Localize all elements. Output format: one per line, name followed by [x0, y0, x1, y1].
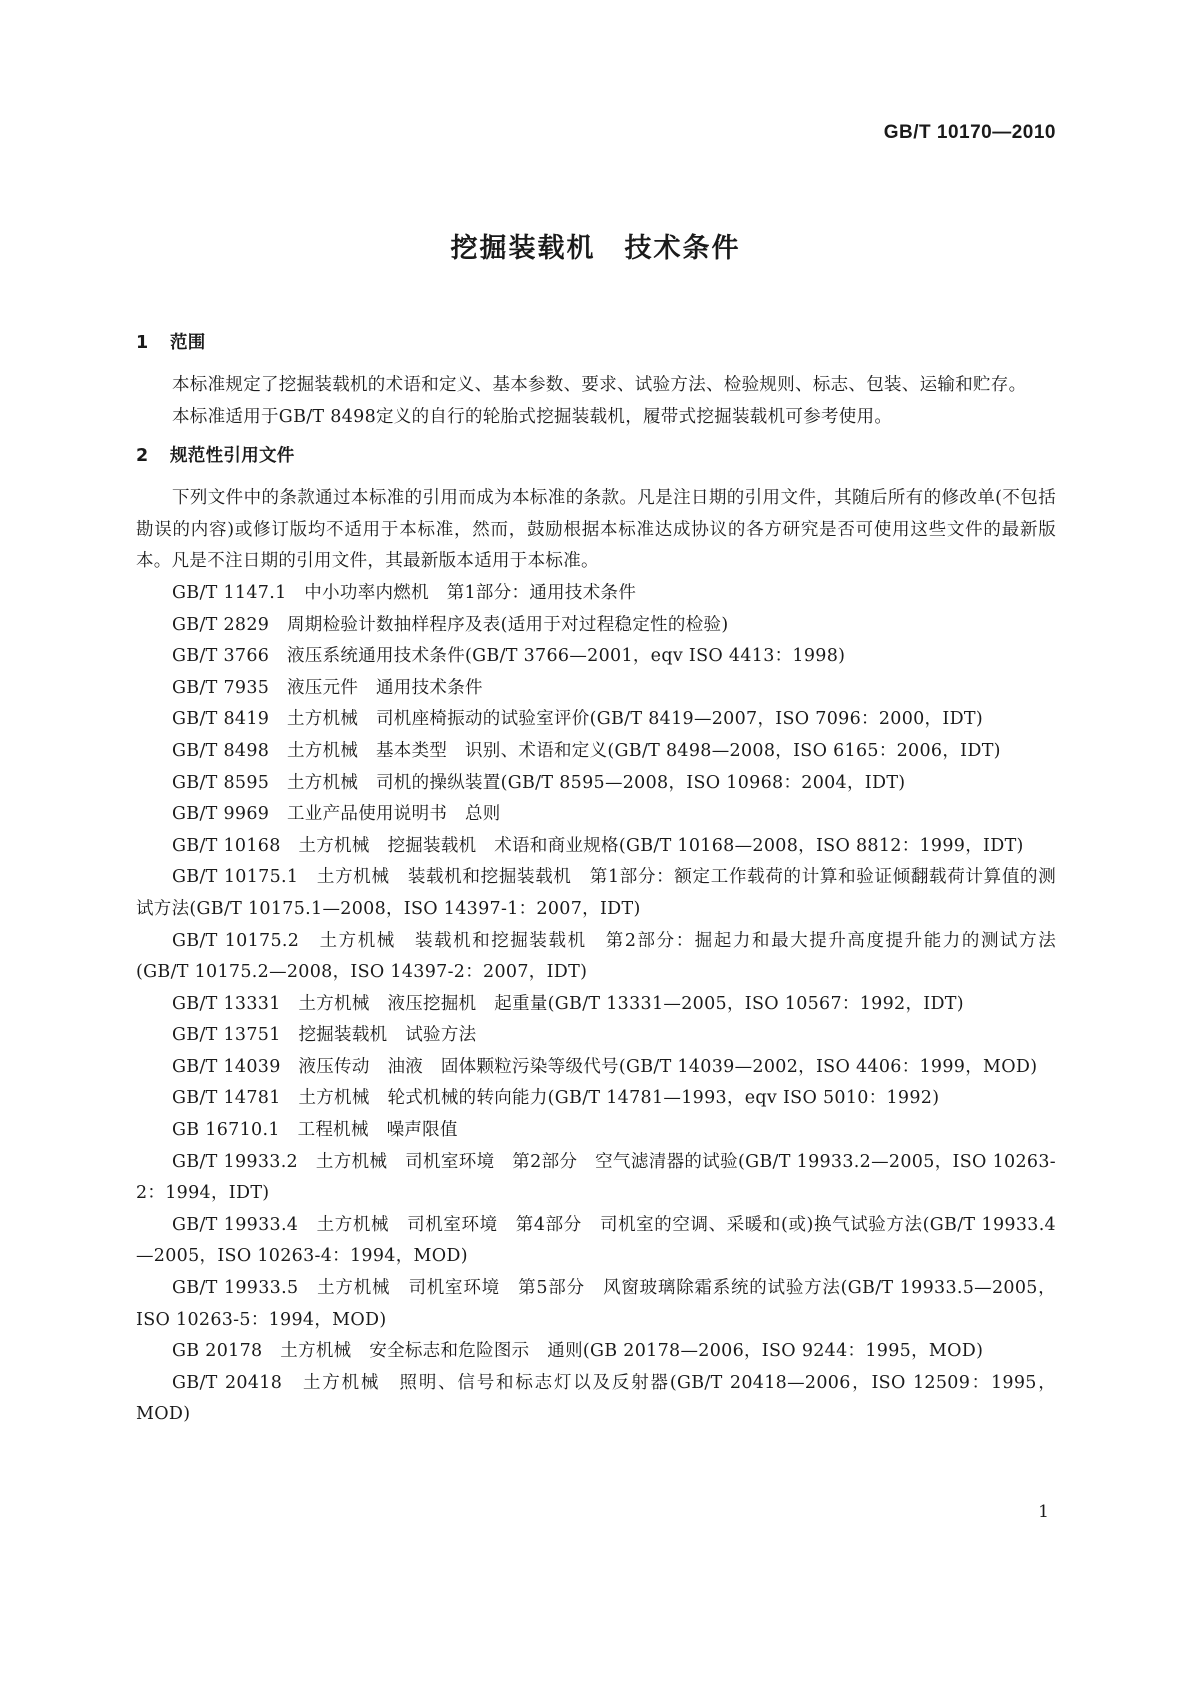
- scope-paragraph-1: 本标准规定了挖掘装载机的术语和定义、基本参数、要求、试验方法、检验规则、标志、包装、运输和贮存。: [172, 375, 1027, 395]
- reference-item: GB/T 14781 土方机械 轮式机械的转向能力(GB/T 14781—1993，eqv ISO 5010：1992): [172, 1088, 940, 1109]
- document-body: [136, 328, 1056, 1431]
- reference-item: GB/T 8419 土方机械 司机座椅振动的试验室评价(GB/T 8419—2007，ISO 7096：2000，IDT): [172, 709, 984, 730]
- reference-item: GB/T 8498 土方机械 基本类型 识别、术语和定义(GB/T 8498—2008，ISO 6165：2006，IDT): [172, 740, 1001, 761]
- reference-item: GB/T 8595 土方机械 司机的操纵装置(GB/T 8595—2008，ISO 10968：2004，IDT): [172, 772, 906, 793]
- scope-paragraph-2: 本标准适用于GB/T 8498定义的自行的轮胎式挖掘装载机，履带式挖掘装载机可参考使用。: [172, 406, 893, 427]
- reference-item: GB/T 10175.1 土方机械 装载机和挖掘装载机 第1部分：额定工作载荷的计算和验证倾翻载荷计算值的测试方法(GB/T 10175.1—2008，ISO 14397-1：2007，IDT): [136, 867, 1056, 919]
- reference-item: GB/T 2829 周期检验计数抽样程序及表(适用于对过程稳定性的检验): [172, 614, 729, 635]
- reference-item: GB/T 19933.4 土方机械 司机室环境 第4部分 司机室的空调、采暖和(或)换气试验方法(GB/T 19933.4—2005，ISO 10263-4：1994，MOD): [136, 1214, 1056, 1267]
- document-title: 挖掘装载机 技术条件: [450, 233, 741, 264]
- reference-item: GB/T 13751 挖掘装载机 试验方法: [172, 1025, 477, 1046]
- section-1-number: 1: [136, 333, 149, 353]
- reference-item: GB/T 10175.2 土方机械 装载机和挖掘装载机 第2部分：掘起力和最大提升高度提升能力的测试方法(GB/T 10175.2—2008，ISO 14397-2：2007，IDT): [136, 930, 1056, 983]
- reference-item: GB/T 10168 土方机械 挖掘装载机 术语和商业规格(GB/T 10168—2008，ISO 8812：1999，IDT): [172, 835, 1024, 856]
- reference-item: GB/T 13331 土方机械 液压挖掘机 起重量(GB/T 13331—2005，ISO 10567：1992，IDT): [172, 993, 964, 1014]
- section-1-title: 范围: [170, 333, 206, 353]
- section-2-number: 2: [136, 446, 149, 467]
- reference-item: GB/T 3766 液压系统通用技术条件(GB/T 3766—2001，eqv ISO 4413：1998): [172, 646, 846, 667]
- section-1-heading: [136, 328, 1056, 360]
- page-number: 1: [1038, 1502, 1049, 1522]
- reference-item: GB/T 1147.1 中小功率内燃机 第1部分：通用技术条件: [172, 582, 637, 603]
- reference-item: GB 20178 土方机械 安全标志和危险图示 通则(GB 20178—2006，ISO 9244：1995，MOD): [172, 1341, 984, 1362]
- reference-item: GB/T 20418 土方机械 照明、信号和标志灯以及反射器(GB/T 20418—2006，ISO 12509：1995，MOD): [136, 1372, 1056, 1425]
- references-intro-paragraph: 下列文件中的条款通过本标准的引用而成为本标准的条款。凡是注日期的引用文件，其随后所有的修改单(不包括勘误的内容)或修订版均不适用于本标准，然而，鼓励根据本标准达成协议的各方研究是否可使用这些文件的最新版本。凡是不注日期的引用文件，其最新版本适用于本标准。: [136, 488, 1056, 572]
- reference-item: GB/T 19933.2 土方机械 司机室环境 第2部分 空气滤清器的试验(GB/T 19933.2—2005，ISO 10263-2：1994，IDT): [136, 1151, 1056, 1204]
- section-2-heading: [136, 441, 1056, 473]
- reference-item: GB/T 9969 工业产品使用说明书 总则: [172, 804, 501, 825]
- reference-item: GB/T 7935 液压元件 通用技术条件: [172, 677, 483, 698]
- section-2-title: 规范性引用文件: [170, 446, 295, 467]
- standard-code: GB/T 10170—2010: [883, 122, 1056, 143]
- reference-item: GB 16710.1 工程机械 噪声限值: [172, 1120, 458, 1141]
- reference-item: GB/T 14039 液压传动 油液 固体颗粒污染等级代号(GB/T 14039—2002，ISO 4406：1999，MOD): [172, 1056, 1038, 1077]
- reference-item: GB/T 19933.5 土方机械 司机室环境 第5部分 风窗玻璃除霜系统的试验方法(GB/T 19933.5—2005，ISO 10263-5：1994，MOD): [136, 1278, 1056, 1330]
